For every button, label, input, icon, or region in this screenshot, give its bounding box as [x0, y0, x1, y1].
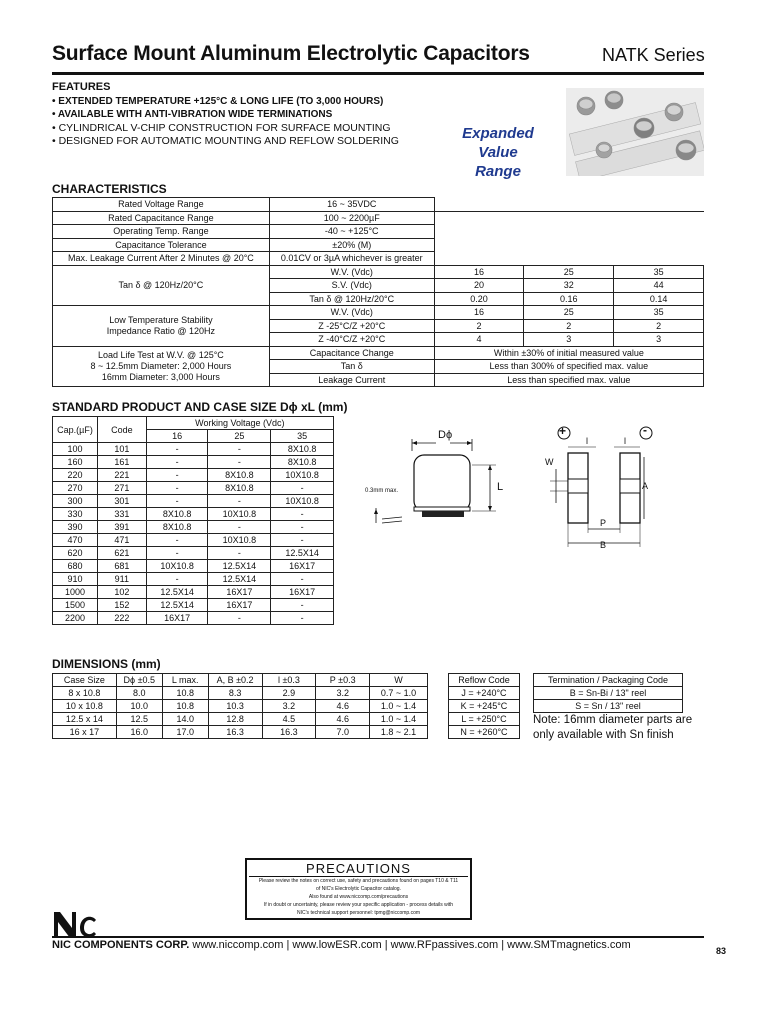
- table-cell: 470: [53, 534, 98, 547]
- table-row: [534, 687, 683, 700]
- table-cell: 1.0 ~ 1.4: [370, 700, 428, 713]
- precautions-line: of NIC's Electrolytic Capacitor catalog.: [316, 886, 401, 892]
- table-cell: 20: [434, 279, 524, 293]
- dimensions-heading: DIMENSIONS (mm): [52, 657, 161, 671]
- table-cell: Capacitance Tolerance: [53, 238, 270, 252]
- table-cell: 16 x 17: [53, 726, 117, 739]
- table-cell: 621: [97, 547, 146, 560]
- table-row: [53, 599, 334, 612]
- table-cell: N = +260°C: [449, 726, 520, 739]
- table-cell: 35: [614, 306, 704, 320]
- table-cell: 8.0: [116, 687, 162, 700]
- table-cell: -: [208, 612, 271, 625]
- feature-item: • AVAILABLE WITH ANTI-VIBRATION WIDE TERMINATIONS: [52, 109, 333, 120]
- table-cell: 12.5X14: [271, 547, 334, 560]
- table-cell: -: [208, 495, 271, 508]
- table-header-cell: Termination / Packaging Code: [534, 674, 683, 687]
- table-cell: 10 x 10.8: [53, 700, 117, 713]
- precautions-rule: [249, 876, 468, 877]
- feature-item: • DESIGNED FOR AUTOMATIC MOUNTING AND REFLOW SOLDERING: [52, 135, 399, 147]
- standard-product-table: [52, 416, 334, 625]
- table-cell: 680: [53, 560, 98, 573]
- table-cell: Z -25°C/Z +20°C: [269, 319, 434, 333]
- table-cell: -: [146, 495, 208, 508]
- dphi-label: Dϕ: [438, 429, 453, 441]
- header-rule: [52, 72, 704, 75]
- table-row: [53, 456, 334, 469]
- a-label: A: [642, 481, 649, 491]
- l-label: L: [497, 481, 504, 493]
- table-row: [53, 346, 704, 360]
- table-cell: 3.2: [316, 687, 370, 700]
- table-cell: 161: [97, 456, 146, 469]
- reflow-body: [449, 674, 520, 739]
- feature-item: • EXTENDED TEMPERATURE +125°C & LONG LIFE (TO 3,000 HOURS): [52, 96, 384, 107]
- table-cell: 10X10.8: [271, 469, 334, 482]
- table-cell: -: [271, 534, 334, 547]
- table-cell: 16.3: [208, 726, 262, 739]
- table-row: [53, 252, 704, 266]
- table-cell: 12.5X14: [208, 573, 271, 586]
- table-header-cell: Dϕ ±0.5: [116, 674, 162, 687]
- table-cell: 0.14: [614, 292, 704, 306]
- table-cell: 3.2: [262, 700, 316, 713]
- standard-product-body: [53, 443, 334, 625]
- features-heading: FEATURES: [52, 81, 111, 93]
- table-cell: 0.01CV or 3µA whichever is greater: [269, 252, 434, 266]
- table-cell: 101: [97, 443, 146, 456]
- table-cell: 10.8: [162, 687, 208, 700]
- l-right-label: l: [624, 436, 626, 446]
- table-cell: -: [146, 547, 208, 560]
- table-cell: 8 x 10.8: [53, 687, 117, 700]
- standard-product-heading: STANDARD PRODUCT AND CASE SIZE Dϕ xL (mm): [52, 400, 348, 414]
- table-cell: -: [208, 521, 271, 534]
- table-header-cell: l ±0.3: [262, 674, 316, 687]
- table-cell: 3: [524, 333, 614, 347]
- table-cell: 44: [614, 279, 704, 293]
- table-cell: 0.20: [434, 292, 524, 306]
- table-cell: 330: [53, 508, 98, 521]
- table-cell: Within ±30% of initial measured value: [434, 346, 703, 360]
- table-cell: -: [271, 573, 334, 586]
- table-cell: 16 ~ 35VDC: [269, 198, 434, 212]
- table-cell: 222: [97, 612, 146, 625]
- table-row: [53, 265, 704, 279]
- table-cell: 16X17: [208, 586, 271, 599]
- table-cell: J = +240°C: [449, 687, 520, 700]
- table-row: [53, 225, 704, 239]
- table-cell: Operating Temp. Range: [53, 225, 270, 239]
- dimensions-table: [52, 673, 428, 739]
- table-row: [53, 573, 334, 586]
- precautions-line: Also found at www.niccomp.com/precautions: [308, 894, 409, 900]
- table-cell: 12.8: [208, 713, 262, 726]
- table-cell: 17.0: [162, 726, 208, 739]
- table-cell: 1500: [53, 599, 98, 612]
- table-cell: Tan δ @ 120Hz/20°C: [53, 265, 270, 306]
- table-cell: -: [146, 443, 208, 456]
- table-cell: 10.0: [116, 700, 162, 713]
- expanded-value-range-badge: [450, 124, 546, 181]
- table-cell: 221: [97, 469, 146, 482]
- table-cell: S.V. (Vdc): [269, 279, 434, 293]
- table-row: [53, 547, 334, 560]
- table-cell: [53, 346, 270, 387]
- table-cell: 1.0 ~ 1.4: [370, 713, 428, 726]
- table-cell: 32: [524, 279, 614, 293]
- precautions-line: If in doubt or uncertainty, please review your specific application - process details with: [263, 902, 454, 908]
- table-cell: 10X10.8: [208, 508, 271, 521]
- b-label: B: [600, 540, 607, 550]
- note-line: Note: 16mm diameter parts are: [533, 714, 693, 726]
- table-cell: K = +245°C: [449, 700, 520, 713]
- table-cell: 14.0: [162, 713, 208, 726]
- table-cell: 270: [53, 482, 98, 495]
- table-cell: 391: [97, 521, 146, 534]
- table-cell: Max. Leakage Current After 2 Minutes @ 20°C: [53, 252, 270, 266]
- table-row: [53, 482, 334, 495]
- table-header-cell: Working Voltage (Vdc): [146, 417, 333, 430]
- table-cell: Less than specified max. value: [434, 373, 703, 387]
- table-cell: Z -40°C/Z +20°C: [269, 333, 434, 347]
- table-row: [53, 534, 334, 547]
- table-cell: 16X17: [271, 560, 334, 573]
- table-cell: 220: [53, 469, 98, 482]
- table-row: [53, 198, 704, 212]
- table-cell: 8X10.8: [271, 456, 334, 469]
- table-cell: -: [146, 534, 208, 547]
- termination-table: [533, 673, 683, 713]
- product-photo: [566, 88, 704, 176]
- table-cell: 300: [53, 495, 98, 508]
- table-cell: -: [208, 547, 271, 560]
- table-cell: -: [146, 573, 208, 586]
- table-cell: Leakage Current: [269, 373, 434, 387]
- table-cell: Capacitance Change: [269, 346, 434, 360]
- table-header-cell: 25: [208, 430, 271, 443]
- table-cell: 25: [524, 306, 614, 320]
- table-cell: 2200: [53, 612, 98, 625]
- page-title: Surface Mount Aluminum Electrolytic Capacitors: [52, 42, 530, 65]
- table-row: [53, 521, 334, 534]
- table-row: [53, 238, 704, 252]
- table-cell: 16X17: [208, 599, 271, 612]
- mm-note: 0.3mm max.: [365, 488, 399, 494]
- page-number: 83: [716, 946, 727, 956]
- table-row: [53, 700, 428, 713]
- table-cell: 471: [97, 534, 146, 547]
- table-cell: -: [208, 456, 271, 469]
- table-cell: -: [271, 599, 334, 612]
- table-cell: 12.5X14: [208, 560, 271, 573]
- table-cell: 10X10.8: [146, 560, 208, 573]
- table-header-row: [449, 674, 520, 687]
- table-cell: 4.6: [316, 700, 370, 713]
- table-cell: L = +250°C: [449, 713, 520, 726]
- precautions-line: Please review the notes on correct use, safety and precautions found on pages T10 & T11: [258, 878, 459, 884]
- note-line: only available with Sn finish: [533, 729, 674, 741]
- cell-line: Load Life Test at W.V. @ 125°C: [98, 349, 224, 360]
- table-cell: 4: [434, 333, 524, 347]
- table-cell: 10.3: [208, 700, 262, 713]
- table-cell: 160: [53, 456, 98, 469]
- table-row: [449, 687, 520, 700]
- cell-line: 8 ~ 12.5mm Diameter: 2,000 Hours: [90, 360, 232, 371]
- table-cell: 911: [97, 573, 146, 586]
- cell-line: 16mm Diameter: 3,000 Hours: [101, 371, 220, 382]
- table-cell: Rated Voltage Range: [53, 198, 270, 212]
- table-cell: -: [271, 508, 334, 521]
- table-cell: 8X10.8: [271, 443, 334, 456]
- table-row: [53, 211, 704, 225]
- table-cell: 0.16: [524, 292, 614, 306]
- table-cell: 8.3: [208, 687, 262, 700]
- table-cell: Rated Capacitance Range: [53, 211, 270, 225]
- table-row: [534, 700, 683, 713]
- table-cell: 12.5X14: [146, 599, 208, 612]
- table-cell: 16X17: [271, 586, 334, 599]
- precautions-line: NIC's technical support personnel: tpmg@niccomp.com: [296, 910, 421, 916]
- p-label: P: [600, 518, 607, 528]
- table-header-cell: Cap.(µF): [53, 417, 98, 443]
- termination-note: [533, 713, 692, 743]
- feature-item: • CYLINDRICAL V-CHIP CONSTRUCTION FOR SURFACE MOUNTING: [52, 122, 391, 134]
- minus-icon: -: [643, 423, 647, 437]
- table-row: [449, 713, 520, 726]
- table-row: [53, 687, 428, 700]
- table-cell: 2: [614, 319, 704, 333]
- table-header-cell: A, B ±0.2: [208, 674, 262, 687]
- table-cell: 12.5: [116, 713, 162, 726]
- badge-line: Value: [478, 144, 518, 161]
- table-cell: 10X10.8: [271, 495, 334, 508]
- table-cell: 16: [434, 265, 524, 279]
- table-cell: 4.6: [316, 713, 370, 726]
- table-cell: -: [146, 482, 208, 495]
- table-cell: 4.5: [262, 713, 316, 726]
- cell-line: Impedance Ratio @ 120Hz: [106, 325, 215, 336]
- table-header-row: [53, 417, 334, 430]
- table-cell: Less than 300% of specified max. value: [434, 360, 703, 374]
- table-cell: 12.5 x 14: [53, 713, 117, 726]
- table-cell: 331: [97, 508, 146, 521]
- table-header-cell: 16: [146, 430, 208, 443]
- precautions-box: [245, 858, 472, 920]
- table-header-row: [534, 674, 683, 687]
- footer-text: [52, 939, 631, 951]
- table-cell: 2.9: [262, 687, 316, 700]
- table-cell: -: [271, 612, 334, 625]
- table-cell: 390: [53, 521, 98, 534]
- badge-line: Expanded: [462, 125, 534, 142]
- table-cell: 1000: [53, 586, 98, 599]
- series-name: NATK Series: [602, 45, 705, 65]
- footer-rule: [52, 936, 704, 938]
- table-cell: -: [271, 482, 334, 495]
- termination-body: [534, 674, 683, 713]
- table-cell: ±20% (M): [269, 238, 434, 252]
- table-row: [53, 726, 428, 739]
- characteristics-table: [52, 197, 704, 387]
- table-cell: 10.8: [162, 700, 208, 713]
- case-drawing: [360, 425, 510, 535]
- table-cell: -: [208, 443, 271, 456]
- table-row: [53, 306, 704, 320]
- reflow-table: [448, 673, 520, 739]
- table-cell: 8X10.8: [146, 508, 208, 521]
- table-cell: W.V. (Vdc): [269, 265, 434, 279]
- table-cell: 8X10.8: [208, 469, 271, 482]
- table-cell: 12.5X14: [146, 586, 208, 599]
- table-row: [53, 443, 334, 456]
- table-cell: 8X10.8: [208, 482, 271, 495]
- cell-line: Low Temperature Stability: [109, 314, 213, 325]
- table-header-cell: Code: [97, 417, 146, 443]
- table-cell: 301: [97, 495, 146, 508]
- w-label: W: [545, 457, 554, 467]
- table-cell: 8X10.8: [146, 521, 208, 534]
- table-header-cell: P ±0.3: [316, 674, 370, 687]
- table-header-row: [53, 674, 428, 687]
- table-cell: 102: [97, 586, 146, 599]
- table-header-cell: W: [370, 674, 428, 687]
- table-cell: [53, 306, 270, 347]
- table-cell: 910: [53, 573, 98, 586]
- table-cell: 3: [614, 333, 704, 347]
- table-cell: Tan δ: [269, 360, 434, 374]
- table-cell: -40 ~ +125°C: [269, 225, 434, 239]
- table-cell: 681: [97, 560, 146, 573]
- table-header-cell: Case Size: [53, 674, 117, 687]
- table-cell: 16X17: [146, 612, 208, 625]
- table-header-cell: Reflow Code: [449, 674, 520, 687]
- precautions-title: PRECAUTIONS: [306, 861, 411, 876]
- table-row: [449, 700, 520, 713]
- table-row: [53, 495, 334, 508]
- table-cell: 2: [434, 319, 524, 333]
- footer-links[interactable]: www.niccomp.com | www.lowESR.com | www.RFpassives.com | www.SMTmagnetics.com: [189, 939, 631, 951]
- plus-icon: +: [559, 424, 567, 438]
- table-cell: 10X10.8: [208, 534, 271, 547]
- table-cell: W.V. (Vdc): [269, 306, 434, 320]
- table-header-cell: L max.: [162, 674, 208, 687]
- table-cell: 2: [524, 319, 614, 333]
- table-cell: 25: [524, 265, 614, 279]
- table-cell: B = Sn-Bi / 13" reel: [534, 687, 683, 700]
- pad-drawing: [540, 423, 670, 553]
- table-cell: 16: [434, 306, 524, 320]
- table-row: [53, 469, 334, 482]
- table-cell: Tan δ @ 120Hz/20°C: [269, 292, 434, 306]
- table-cell: 0.7 ~ 1.0: [370, 687, 428, 700]
- characteristics-heading: CHARACTERISTICS: [52, 182, 167, 196]
- company-name: NIC COMPONENTS CORP.: [52, 939, 190, 951]
- table-cell: 620: [53, 547, 98, 560]
- table-cell: 100: [53, 443, 98, 456]
- table-cell: -: [146, 469, 208, 482]
- table-cell: -: [146, 456, 208, 469]
- table-cell: 271: [97, 482, 146, 495]
- table-header-cell: 35: [271, 430, 334, 443]
- dimensions-body: [53, 674, 428, 739]
- table-cell: 152: [97, 599, 146, 612]
- table-cell: -: [271, 521, 334, 534]
- table-cell: S = Sn / 13" reel: [534, 700, 683, 713]
- table-cell: 16.0: [116, 726, 162, 739]
- table-row: [53, 586, 334, 599]
- table-row: [53, 612, 334, 625]
- table-cell: 7.0: [316, 726, 370, 739]
- table-row: [53, 560, 334, 573]
- badge-line: Range: [475, 163, 521, 180]
- l-left-label: l: [586, 436, 588, 446]
- table-cell: 1.8 ~ 2.1: [370, 726, 428, 739]
- table-cell: 100 ~ 2200µF: [269, 211, 434, 225]
- table-row: [449, 726, 520, 739]
- table-cell: 16.3: [262, 726, 316, 739]
- table-row: [53, 713, 428, 726]
- table-row: [53, 508, 334, 521]
- table-cell: 35: [614, 265, 704, 279]
